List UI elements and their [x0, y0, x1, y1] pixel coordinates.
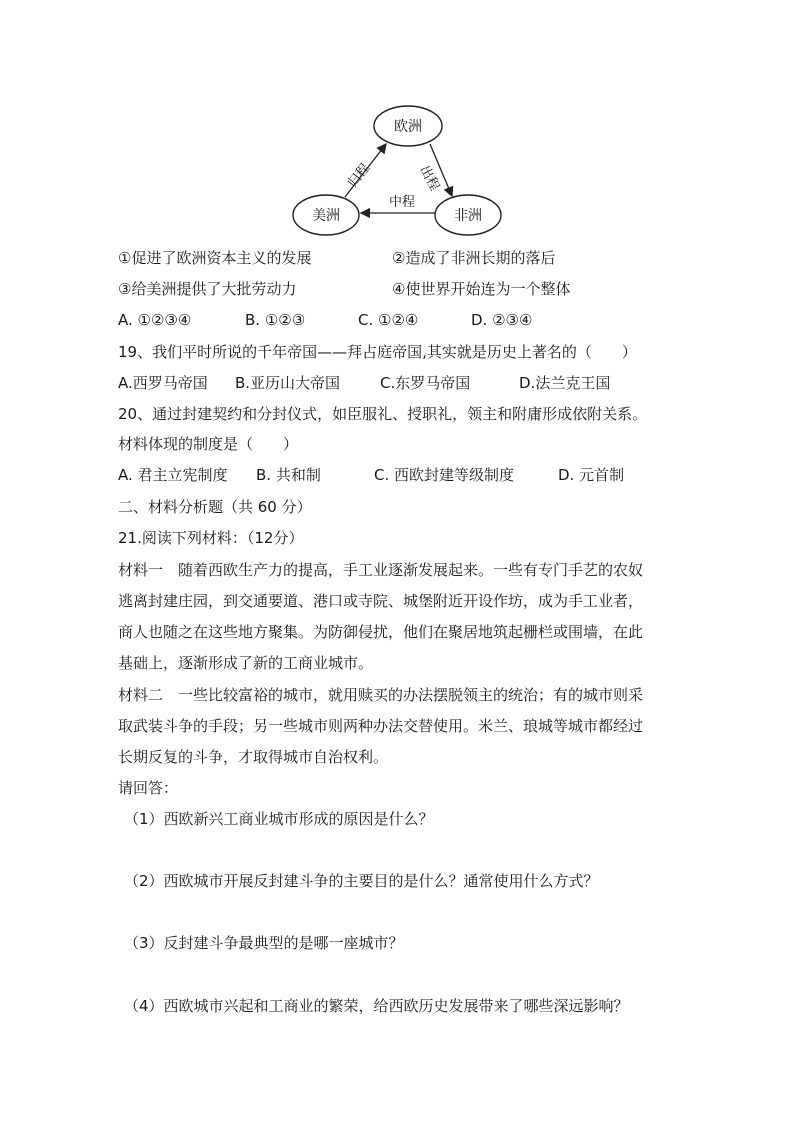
q20-option-c: C. 西欧封建等级制度: [374, 466, 515, 484]
middle-leg-label: 中程: [388, 195, 416, 210]
section-2-heading: 二、材料分析题（共 60 分）: [118, 498, 312, 516]
sub-question-3: （3）反封建斗争最典型的是哪一座城市？: [124, 934, 404, 952]
material-2-line: 长期反复的斗争，才取得城市自治权利。: [118, 748, 389, 766]
material-1-line: 逃离封建庄园，到交通要道、港口或寺院、城堡附近开设作坊，成为手工业者，: [118, 592, 644, 610]
q19-option-a: A.西罗马帝国: [118, 374, 208, 392]
q18-statement-4: ④使世界开始连为一个整体: [392, 280, 571, 298]
q18-option-b: B. ①②③: [245, 311, 306, 329]
q18-option-d: D. ②③④: [471, 311, 533, 329]
q18-option-c: C. ①②④: [358, 311, 419, 329]
triangular-trade-diagram: [290, 102, 506, 242]
q20-option-d: D. 元首制: [558, 466, 625, 484]
q20-stem-line-2: 材料体现的制度是（ ）: [118, 435, 299, 453]
material-1-line: 商人也随之在这些地方聚集。为防御侵扰，他们在聚居地筑起栅栏或围墙，在此: [118, 623, 644, 641]
q18-statement-1: ①促进了欧洲资本主义的发展: [118, 249, 312, 267]
q20-stem-line-1: 20、通过封建契约和分封仪式，如臣服礼、授职礼，领主和附庸形成依附关系。: [118, 405, 648, 423]
q18-statement-3: ③给美洲提供了大批劳动力: [118, 280, 297, 298]
africa-label: 非洲: [454, 208, 482, 224]
answer-prompt: 请回答：: [118, 779, 179, 797]
material-2-line: 材料二 一些比较富裕的城市，就用赎买的办法摆脱领主的统治；有的城市则采: [118, 686, 644, 704]
sub-question-1: （1）西欧新兴工商业城市形成的原因是什么？: [124, 810, 434, 828]
material-2-line: 取武装斗争的手段；另一些城市则两种办法交替使用。米兰、琅城等城市都经过: [118, 717, 644, 735]
q20-option-b: B. 共和制: [256, 466, 321, 484]
material-1-line: 基础上，逐渐形成了新的工商业城市。: [118, 654, 374, 672]
return-leg-label: 归程: [345, 160, 374, 191]
q19-option-c: C.东罗马帝国: [380, 374, 471, 392]
q19-stem: 19、我们平时所说的千年帝国——拜占庭帝国,其实就是历史上著名的（ ）: [118, 343, 637, 361]
q20-option-a: A. 君主立宪制度: [118, 466, 228, 484]
sub-question-4: （4）西欧城市兴起和工商业的繁荣，给西欧历史发展带来了哪些深远影响？: [124, 997, 629, 1015]
sub-question-2: （2）西欧城市开展反封建斗争的主要目的是什么？通常使用什么方式？: [124, 872, 599, 890]
outward-leg-label: 出程: [416, 163, 442, 194]
america-label: 美洲: [312, 208, 340, 224]
europe-label: 欧洲: [394, 119, 422, 135]
q18-option-a: A. ①②③④: [118, 311, 192, 329]
material-1-line: 材料一 随着西欧生产力的提高，手工业逐渐发展起来。一些有专门手艺的农奴: [118, 561, 644, 579]
q18-statement-2: ②造成了非洲长期的落后: [392, 249, 556, 267]
q19-option-b: B.亚历山大帝国: [235, 374, 341, 392]
q19-option-d: D.法兰克王国: [519, 374, 611, 392]
q21-intro: 21.阅读下列材料：（12分）: [118, 529, 304, 547]
